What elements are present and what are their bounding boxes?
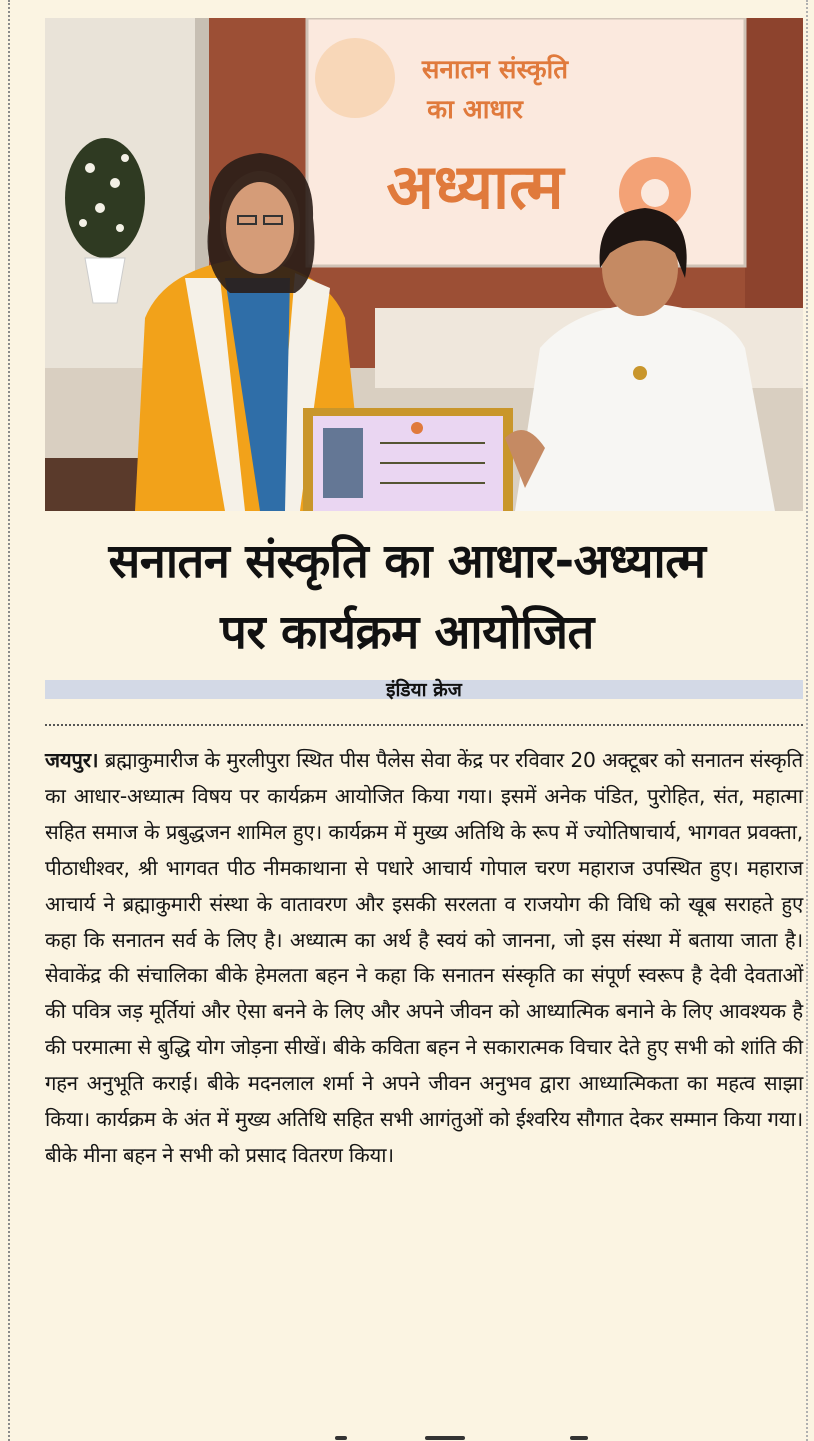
screen-text-line2: का आधार — [427, 95, 523, 125]
byline: इंडिया क्रेज — [386, 679, 462, 701]
headline-line-2: पर कार्यक्रम आयोजित — [220, 605, 594, 660]
dateline: जयपुर। — [45, 748, 99, 772]
divider — [45, 724, 803, 726]
headline-line-1: सनातन संस्कृति का आधार-अध्यात्म — [108, 534, 706, 589]
cut-off-next-text — [45, 1432, 803, 1441]
news-photo — [45, 18, 803, 511]
screen-title: अध्यात्म — [386, 150, 564, 223]
framed-certificate — [303, 408, 513, 511]
article-text: ब्रह्माकुमारीज के मुरलीपुरा स्थित पीस पैलेस सेवा केंद्र पर रविवार 20 अक्टूबर को सनातन संस्कृति का आधार-अध्यात्म विषय पर कार्यक्रम आयोजित किया गया। इसमें अनेक पंडित, पुरोहित, संत, महात्मा सहित समाज के प्रबुद्धजन शामिल हुए। कार्यक्रम में मुख्य अतिथि के रूप में ज्योतिषाचार्य, भागवत प्रवक्ता, पीठाधीश्वर, श्री भागवत पीठ नीमकाथाना से पधारे आचार्य गोपाल चरण महाराज उपस्थित हुए। महाराज आचार्य ने ब्रह्माकुमारी संस्था के वातावरण और इसकी सरलता व राजयोग की विधि को खूब सराहते हुए कहा कि सनातन सर्व के लिए है। अध्यात्म का अर्थ है स्वयं को जानना, जो इस संस्था में बताया जाता है। सेवाकेंद्र की संचालिका बीके हेमलता बहन ने कहा कि सनातन संस्कृति का संपूर्ण स्वरूप है देवी देवताओं की पवित्र जड़ मूर्तियां और ऐसा बनने के लिए और अपने जीवन को आध्यात्मिक बनाने के लिए आवश्यक है की परमात्मा से बुद्धि योग जोड़ना सीखें। बीके कविता बहन ने सकारात्मक विचार देते हुए सभी को शांति की गहन अनुभूति कराई। बीके मदनलाल शर्मा ने अपने जीवन अनुभव द्वारा आध्यात्मिकता का महत्व साझा किया। कार्यक्रम के अंत में मुख्य अतिथि सहित सभी आगंतुओं को ईश्वरिय सौगात देकर सम्मान किया गया। बीके मीना बहन ने सभी को प्रसाद वितरण किया। — [45, 748, 804, 1167]
screen-text-line1: सनातन संस्कृति — [421, 55, 569, 85]
clip-border-right — [806, 0, 808, 1441]
clip-border-left — [8, 0, 10, 1441]
article-body — [45, 743, 803, 1174]
